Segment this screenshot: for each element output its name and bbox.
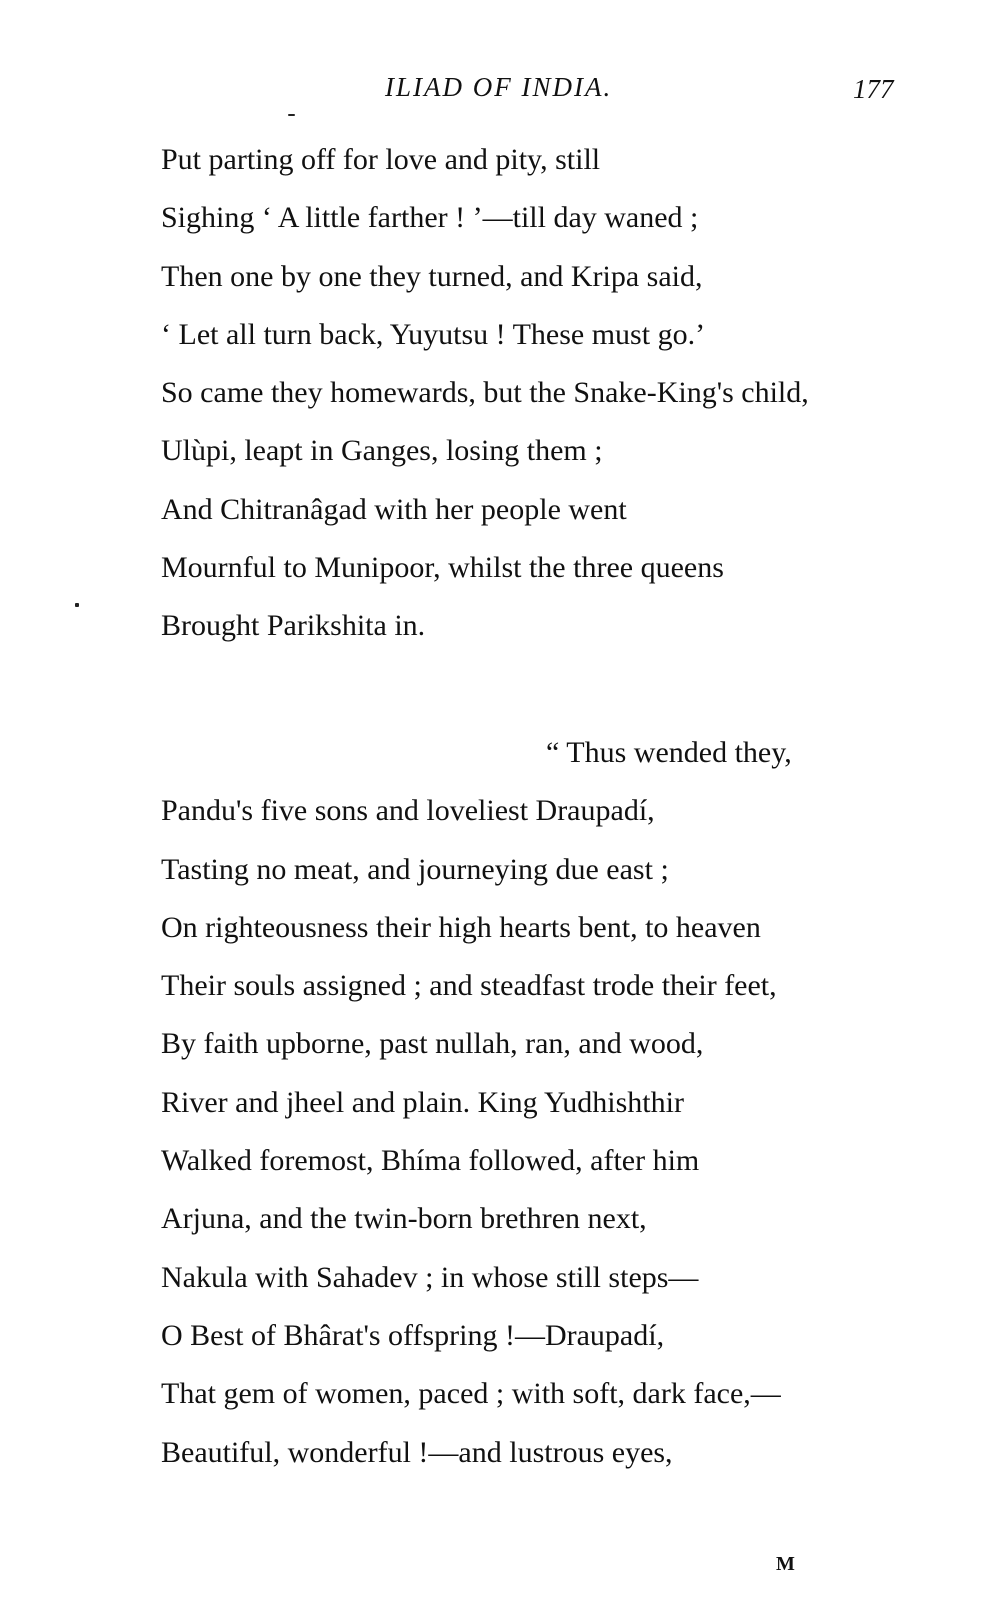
- stanza-two: [161, 729, 961, 1487]
- verse-line: Then one by one they turned, and Kripa said,: [161, 259, 703, 293]
- verse-line: Brought Parikshita in.: [161, 609, 426, 643]
- print-speck: [288, 114, 295, 116]
- stanza-one: [161, 136, 961, 661]
- verse-line: That gem of women, paced ; with soft, dark face,—: [161, 1377, 781, 1411]
- verse-line: Their souls assigned ; and steadfast trode their feet,: [161, 969, 777, 1003]
- verse-line: Mournful to Munipoor, whilst the three queens: [161, 551, 724, 585]
- verse-line: Put parting off for love and pity, still: [161, 143, 601, 176]
- verse-line: Beautiful, wonderful !—and lustrous eyes,: [161, 1435, 673, 1469]
- page-number: 177: [853, 74, 894, 104]
- verse-line: Nakula with Sahadev ; in whose still steps—: [161, 1260, 699, 1294]
- print-speck: [75, 603, 79, 607]
- verse-line: So came they homewards, but the Snake-King's child,: [161, 376, 809, 410]
- verse-line: Pandu's five sons and loveliest Draupadí,: [161, 794, 655, 828]
- verse-line: Sighing ‘ A little farther ! ’—till day waned ;: [161, 201, 699, 235]
- verse-line: ‘ Let all turn back, Yuyutsu ! These must go.’: [161, 317, 706, 351]
- verse-line: Ulùpi, leapt in Ganges, losing them ;: [161, 434, 603, 468]
- verse-line: By faith upborne, past nullah, ran, and wood,: [161, 1027, 704, 1061]
- verse-line: Walked foremost, Bhíma followed, after him: [161, 1144, 700, 1178]
- verse-line-opening: “ Thus wended they,: [546, 736, 792, 769]
- verse-line: Tasting no meat, and journeying due east ;: [161, 852, 669, 886]
- verse-line: River and jheel and plain. King Yudhishthir: [161, 1085, 684, 1119]
- running-title: ILIAD OF INDIA.: [385, 72, 613, 102]
- signature-mark: M: [776, 1553, 795, 1575]
- verse-line: On righteousness their high hearts bent, to heaven: [161, 910, 761, 944]
- verse-line: O Best of Bhârat's offspring !—Draupadí,: [161, 1318, 665, 1352]
- verse-line: Arjuna, and the twin-born brethren next,: [161, 1202, 647, 1236]
- verse-line: And Chitranâgad with her people went: [161, 492, 627, 526]
